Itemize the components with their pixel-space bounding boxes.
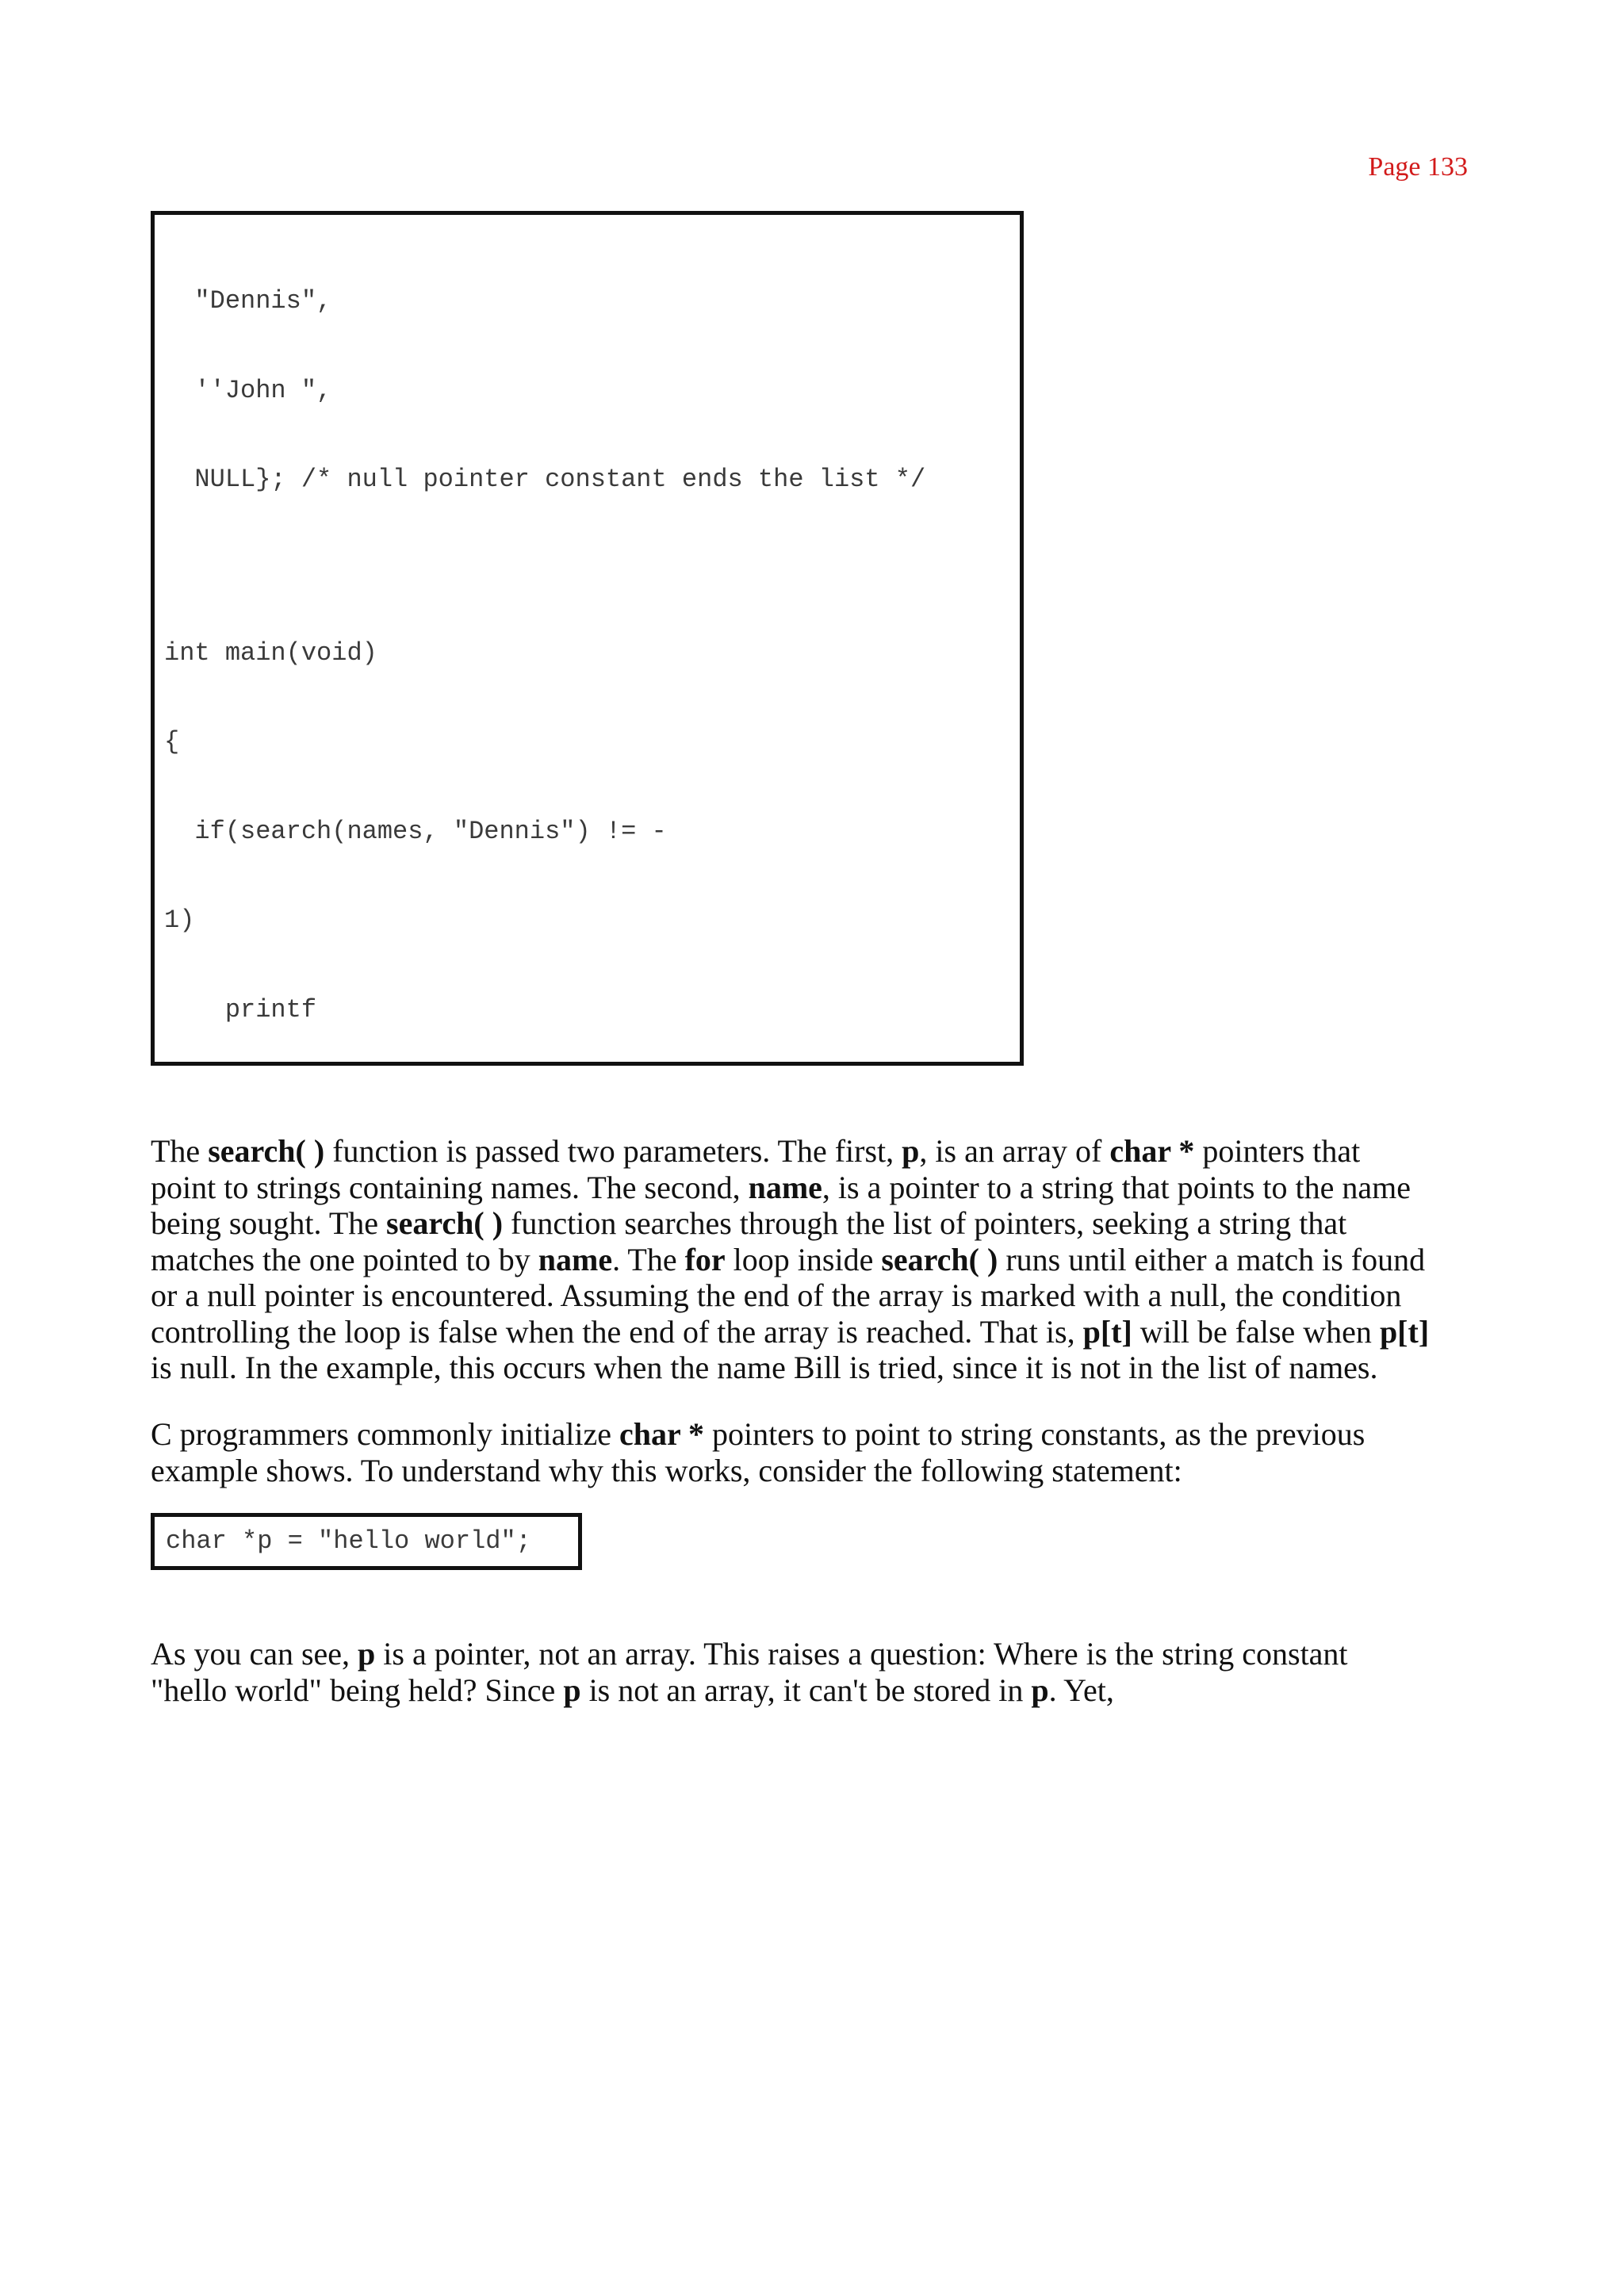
text-run: "hello world" being held? Since <box>151 1672 564 1708</box>
bold-term: p[t] <box>1379 1313 1430 1350</box>
text-run: , is a pointer to a string that points to the name <box>822 1169 1411 1205</box>
text-line: is null. In the example, this occurs when the name Bill is tried, since it is not in the list of names. <box>151 1350 1378 1385</box>
text-run: function is passed two parameters. The first, <box>324 1133 902 1169</box>
text-line <box>151 1672 1483 1709</box>
bold-term: char * <box>619 1416 705 1452</box>
text-run: function searches through the list of pointers, seeking a string that <box>503 1205 1347 1241</box>
text-line <box>151 1205 1483 1242</box>
text-run: will be false when <box>1132 1313 1380 1350</box>
text-run: loop inside <box>725 1241 882 1277</box>
text-run: . The <box>612 1241 685 1277</box>
text-run: is not an array, it can't be stored in <box>580 1672 1032 1708</box>
bold-term: char * <box>1109 1133 1195 1169</box>
text-line <box>151 1242 1483 1278</box>
text-run: point to strings containing names. The second, <box>151 1169 749 1205</box>
explanation-paragraph <box>151 1133 1483 1386</box>
text-run: matches the one pointed to by <box>151 1241 538 1277</box>
text-run: As you can see, <box>151 1636 358 1672</box>
code-listing <box>151 211 1024 1066</box>
text-line <box>151 1636 1483 1672</box>
text-line <box>151 1170 1483 1206</box>
code-line: NULL}; /* null pointer constant ends the list */ <box>164 465 926 494</box>
code-line: if(search(names, "Dennis") != - <box>164 816 667 846</box>
bold-term: search( ) <box>881 1241 998 1277</box>
bold-term: p <box>1031 1672 1049 1708</box>
text-line <box>151 1314 1483 1350</box>
explanation-paragraph <box>151 1416 1483 1488</box>
code-statement: char *p = "hello world"; <box>151 1513 582 1570</box>
text-run: pointers to point to string constants, as the previous <box>704 1416 1365 1452</box>
code-line: { <box>164 727 180 756</box>
bold-term: p[t] <box>1082 1313 1132 1350</box>
bold-term: name <box>748 1169 822 1205</box>
bold-term: search( ) <box>208 1133 325 1169</box>
page-number: Page 133 <box>1368 152 1468 182</box>
text-run: is a pointer, not an array. This raises a question: Where is the string constant <box>375 1636 1348 1672</box>
bold-term: p <box>563 1672 581 1708</box>
text-run: controlling the loop is false when the end of the array is reached. That is, <box>151 1313 1083 1350</box>
bold-term: p <box>358 1636 376 1672</box>
bold-term: name <box>538 1241 613 1277</box>
code-line: "Dennis", <box>164 286 332 316</box>
text-run: C programmers commonly initialize <box>151 1416 619 1452</box>
text-run: The <box>151 1133 209 1169</box>
text-line <box>151 1133 1483 1170</box>
bold-term: for <box>684 1241 726 1277</box>
bold-term: p <box>902 1133 920 1169</box>
code-line: 1) <box>164 906 195 935</box>
code-line: ''John ", <box>164 375 332 405</box>
code-line: printf <box>164 994 317 1024</box>
text-run: being sought. The <box>151 1205 387 1241</box>
explanation-paragraph <box>151 1636 1483 1708</box>
bold-term: search( ) <box>386 1205 504 1241</box>
text-run: . Yet, <box>1048 1672 1114 1708</box>
text-line <box>151 1416 1483 1453</box>
text-run: pointers that <box>1194 1133 1361 1169</box>
text-line: or a null pointer is encountered. Assuming the end of the array is marked with a null, the condition <box>151 1277 1402 1313</box>
text-line: example shows. To understand why this works, consider the following statement: <box>151 1452 1182 1488</box>
code-line: int main(void) <box>164 638 377 668</box>
text-run: runs until either a match is found <box>998 1241 1426 1277</box>
text-run: , is an array of <box>919 1133 1110 1169</box>
code-blank-line <box>164 554 1020 580</box>
